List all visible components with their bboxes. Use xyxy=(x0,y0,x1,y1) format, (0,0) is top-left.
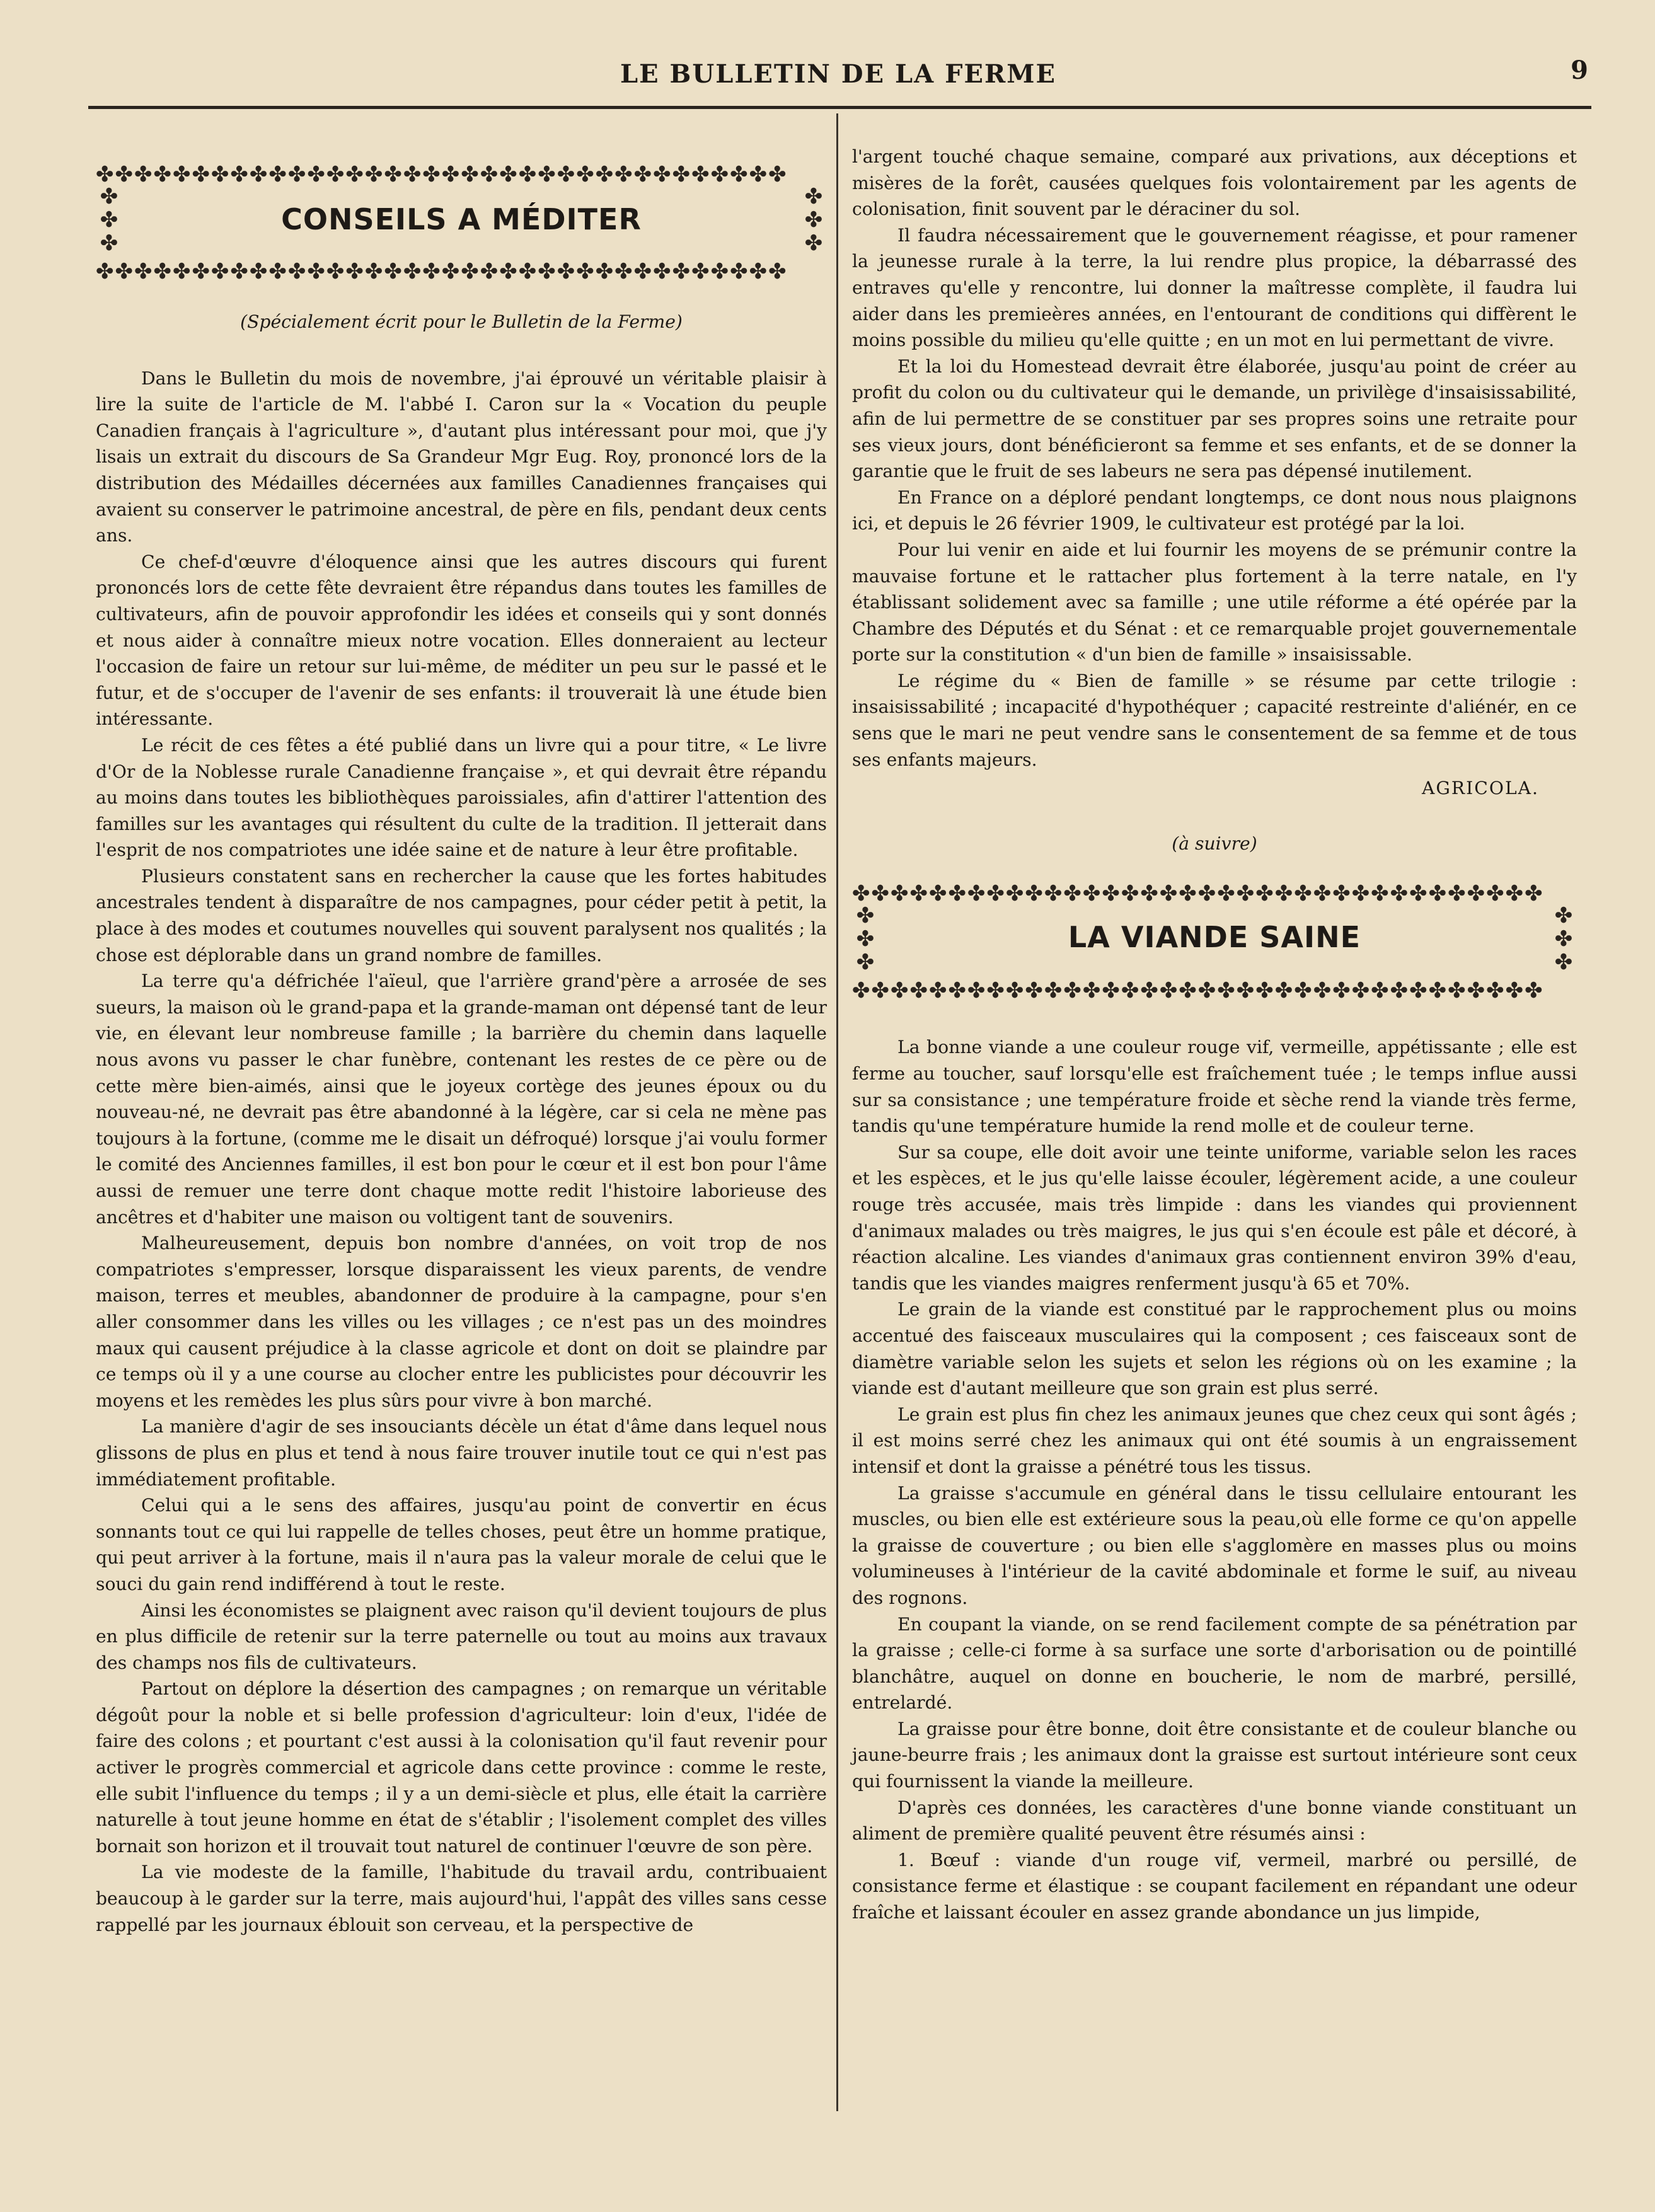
ornament-border-top: ✤✤✤✤✤✤✤✤✤✤✤✤✤✤✤✤✤✤✤✤✤✤✤✤✤✤✤✤✤✤✤✤✤✤✤✤ xyxy=(96,163,788,187)
article1-continuation: En France on a déploré pendant longtemps, ce dont nous nous plaignons ici, et depuis le 26 février 1909, le cultivateur est protégé par la loi. xyxy=(852,487,1577,534)
article1-paragraph: Le récit de ces fêtes a été publié dans un livre qui a pour titre, « Le livre d'Or de la Noblesse rurale Canadienne française », et qui devrait être répandu au moins dans toutes les bibliothèques paroissiales, afin d'attirer l'attention des familles sur les avantages qui résultent du culte de la tradition. Il jetterait dans l'esprit de nos compatriotes une idée saine et de nature à leur être profitable. xyxy=(96,734,827,861)
article2-title: LA VIANDE SAINE xyxy=(1068,920,1361,955)
article2-paragraph: 1. Bœuf : viande d'un rouge vif, vermeil, marbré ou persillé, de consistance ferme et élastique : se coupant facilement en répandant une odeur fraîche et laissant écouler en assez grande abondance un jus limpide, xyxy=(852,1849,1577,1923)
article1-paragraph: La manière d'agir de ses insouciants décèle un état d'âme dans lequel nous glissons de plus en plus et tend à nous faire trouver inutile tout ce qui n'est pas immédiatement profitable. xyxy=(96,1416,827,1490)
article1-paragraph: Dans le Bulletin du mois de novembre, j'ai éprouvé un véritable plaisir à lire la suite de l'article de M. l'abbé I. Caron sur la « Vocation du peuple Canadien français à l'agriculture », d'autant plus intéressant pour moi, que j'y lisais un extrait du discours de Sa Grandeur Mgr Eug. Roy, prononcé lors de la distribution des Médailles décernées aux familles Canadiennes françaises qui avaient su conserver le patrimoine ancestral, de père en fils, pendant deux cents ans. xyxy=(96,367,827,546)
article1-paragraph: La vie modeste de la famille, l'habitude du travail ardu, contribuaient beaucoup à le garder sur la terre, mais aujourd'hui, l'appât des villes sans cesse rappellé par les journaux éblouit son cerveau, et la perspective de xyxy=(96,1862,827,1935)
article1-paragraph: Ce chef-d'œuvre d'éloquence ainsi que les autres discours qui furent prononcés lors de cette fête devraient être répandus dans toutes les familles de cultivateurs, afin de pouvoir approfondir les idées et conseils qui y sont donnés et nous aider à connaître mieux notre vocation. Elles donneraient au lecteur l'occasion de faire un retour sur lui-même, de méditer un peu sur le passé et le futur, et de s'occuper de l'avenir de ses enfants: il trouverait là une étude bien intéressante. xyxy=(96,551,827,730)
article1-paragraph: Plusieurs constatent sans en rechercher la cause que les fortes habitudes ancestrales tendent à disparaître de nos campagnes, pour céder petit à petit, la place à des modes et coutumes nouvelles qui souvent paralysent nos qualités ; la chose est déplorable dans un grand nombre de familles. xyxy=(96,865,827,965)
article1-paragraph: La terre qu'a défrichée l'aïeul, que l'arrière grand'père a arrosée de ses sueurs, la maison où le grand-papa et la grande-maman ont dépensé tant de leur vie, en élevant leur nombreuse famille ; la barrière du chemin dans laquelle nous avons vu passer le char funèbre, contenant les restes de ce père ou de cette mère bien-aimés, ainsi que le joyeux cortège des jeunes époux ou du nouveau-né, ne devrait pas être abandonné à la légère, car si cela ne mène pas toujours à la fortune, (comme me le disait un défroqué) lorsque j'ai voulu former le comité des Anciennes familles, il est bon pour le cœur et il est bon pour l'âme aussi de remuer une terre dont chaque motte redit l'histoire laborieuse des ancêtres et d'habiter une maison ou voltigent tant de souvenirs. xyxy=(96,971,827,1228)
right-column xyxy=(852,144,1577,1926)
ornament-border-left: ✤✤✤ xyxy=(856,904,875,976)
ornament-border-top: ✤✤✤✤✤✤✤✤✤✤✤✤✤✤✤✤✤✤✤✤✤✤✤✤✤✤✤✤✤✤✤✤✤✤✤✤ xyxy=(852,882,1544,906)
article1-paragraph: Celui qui a le sens des affaires, jusqu'au point de convertir en écus sonnants tout ce qui lui rappelle de telles choses, peut être un homme pratique, qui peut arriver à la fortune, mais il n'aura pas la valeur morale de celui que le souci du gain rend indifférend à tout le reste. xyxy=(96,1495,827,1594)
running-title: LE BULLETIN DE LA FERME xyxy=(620,59,1056,89)
article2-title-box xyxy=(852,882,1577,1003)
article1-paragraph: Malheureusement, depuis bon nombre d'années, on voit trop de nos compatriotes s'empresser, lorsque disparaissent les vieux parents, de vendre maison, terres et meubles, abandonner de produire à la campagne, pour s'en aller consommer dans les villes ou les villages ; ce n'est pas un des moindres maux qui causent préjudice à la classe agricole et dont on doit se plaindre par ce temps où il y a une course au clocher entre les publicistes pour découvrir les moyens et les remèdes les plus sûrs pour vivre à bon marché. xyxy=(96,1233,827,1411)
header-rule xyxy=(88,106,1591,109)
ornament-border-right: ✤✤✤ xyxy=(1554,904,1573,976)
article1-title-box xyxy=(96,163,827,284)
article1-continuation: Le régime du « Bien de famille » se résume par cette trilogie : insaisissabilité ; incapacité d'hypothéquer ; capacité restreinte d'aliénér, en ce sens que le mari ne peut vendre sans le consentement de sa femme et de tous ses enfants majeurs. xyxy=(852,670,1577,770)
article1-continuation: Et la loi du Homestead devrait être élaborée, jusqu'au point de créer au profit du colon ou du cultivateur qui le demande, un privilège d'insaisissabilité, afin de lui permettre de se constituer par ses propres soins une retraite pour ses vieux jours, dont bénéficieront sa femme et ses enfants, et de se donner la garantie que le fruit de ses labeurs ne sera pas dépensé inutilement. xyxy=(852,355,1577,482)
article1-paragraph: Ainsi les économistes se plaignent avec raison qu'il devient toujours de plus en plus difficile de retenir sur la terre paternelle ou tout au moins aux travaux des champs nos fils de cultivateurs. xyxy=(96,1599,827,1673)
article2-paragraph: Sur sa coupe, elle doit avoir une teinte uniforme, variable selon les races et les espèces, et le jus qu'elle laisse écouler, légèrement acide, a une couleur rouge très accusée, mais très limpide : dans les viandes qui proviennent d'animaux malades ou très maigres, le jus qui s'en écoule est pâle et décoré, à réaction alcaline. Les viandes d'animaux gras contiennent environ 39% d'eau, tandis que les viandes maigres renferment jusqu'à 65 et 70%. xyxy=(852,1141,1577,1294)
page-number: 9 xyxy=(1571,55,1588,85)
ornament-border-left: ✤✤✤ xyxy=(100,185,118,256)
article1-paragraph: Partout on déplore la désertion des campagnes ; on remarque un véritable dégoût pour la noble et si belle profession d'agriculteur: loin d'eux, l'idée de faire des colons ; et pourtant c'est aussi à la colonisation qu'il faut revenir pour activer le progrès commercial et agricole dans cette province : comme le reste, elle subit l'influence du temps ; il y a un demi-siècle et plus, elle était la carrière naturelle à tout jeune homme en état de s'établir ; l'isolement complet des villes bornait son horizon et il trouvait tout naturel de continuer l'œuvre de son père. xyxy=(96,1678,827,1857)
column-rule xyxy=(836,113,838,2111)
article1-continuation: Il faudra nécessairement que le gouvernement réagisse, et pour ramener la jeunesse rurale à la terre, la lui rendre plus propice, la débarrassé des entraves qu'elle y rencontre, lui donner la maîtresse complète, il faudra lui aider dans les premieères années, en l'entourant de conditions qui diffèrent le moins possible du milieu qu'elle quitte ; en un mot en lui permettant de vivre. xyxy=(852,224,1577,351)
article1-to-follow: (à suivre) xyxy=(1172,832,1257,854)
ornament-border-bottom: ✤✤✤✤✤✤✤✤✤✤✤✤✤✤✤✤✤✤✤✤✤✤✤✤✤✤✤✤✤✤✤✤✤✤✤✤ xyxy=(96,260,788,284)
left-column xyxy=(96,126,827,1938)
article2-paragraph: Le grain de la viande est constitué par le rapprochement plus ou moins accentué des faisceaux musculaires qui la composent ; ces faisceaux sont de diamètre variable selon les sujets et selon les régions où on les examine ; la viande est d'autant meilleure que son grain est plus serré. xyxy=(852,1299,1577,1399)
article2-paragraph: La graisse pour être bonne, doit être consistante et de couleur blanche ou jaune-beurre frais ; les animaux dont la graisse est surtout intérieure sont ceux qui fournissent la viande la meilleure. xyxy=(852,1718,1577,1792)
article1-subtitle: (Spécialement écrit pour le Bulletin de la Ferme) xyxy=(240,311,683,332)
article2-paragraph: La bonne viande a une couleur rouge vif, vermeille, appétissante ; elle est ferme au toucher, sauf lorsqu'elle est fraîchement tuée ; le temps influe aussi sur sa consistance ; une température froide et sèche rend la viande très ferme, tandis qu'une température humide la rend molle et de couleur terne. xyxy=(852,1037,1577,1137)
article1-continuation: l'argent touché chaque semaine, comparé aux privations, aux déceptions et misères de la forêt, causées quelques fois volontairement par les agents de colonisation, finit souvent par le déraciner du sol. xyxy=(852,146,1577,220)
article1-signature: AGRICOLA. xyxy=(1422,778,1539,799)
ornament-border-right: ✤✤✤ xyxy=(804,185,823,256)
article2-paragraph: En coupant la viande, on se rend facilement compte de sa pénétration par la graisse ; celle-ci forme à sa surface une sorte d'arborisation ou de pointillé blanchâtre, auquel on donne en boucherie, le nom de marbré, persillé, entrelardé. xyxy=(852,1613,1577,1714)
article1-title: CONSEILS A MÉDITER xyxy=(281,202,642,236)
article1-continuation: Pour lui venir en aide et lui fournir les moyens de se prémunir contre la mauvaise fortune et le rattacher plus fortement à la terre natale, en l'y établissant solidement avec sa famille ; une utile réforme a été opérée par la Chambre des Députés et du Sénat : et ce remarquable projet gouvernementale porte sur la constitution « d'un bien de famille » insaisissable. xyxy=(852,539,1577,665)
article2-paragraph: La graisse s'accumule en général dans le tissu cellulaire entourant les muscles, ou bien elle est extérieure sous la peau,où elle forme ce qu'on appelle la graisse de couverture ; ou bien elle s'agglomère en masses plus ou moins volumineuses à l'intérieur de la cavité abdominale et forme le suif, au niveau des rognons. xyxy=(852,1482,1577,1608)
article2-paragraph: Le grain est plus fin chez les animaux jeunes que chez ceux qui sont âgés ; il est moins serré chez les animaux qui ont été soumis à un engraissement intensif et dont la graisse a pénétré tous les tissus. xyxy=(852,1403,1577,1477)
page-header xyxy=(88,55,1588,100)
article2-paragraph: D'après ces données, les caractères d'une bonne viande constituant un aliment de première qualité peuvent être résumés ainsi : xyxy=(852,1797,1577,1845)
ornament-border-bottom: ✤✤✤✤✤✤✤✤✤✤✤✤✤✤✤✤✤✤✤✤✤✤✤✤✤✤✤✤✤✤✤✤✤✤✤✤ xyxy=(852,979,1544,1003)
